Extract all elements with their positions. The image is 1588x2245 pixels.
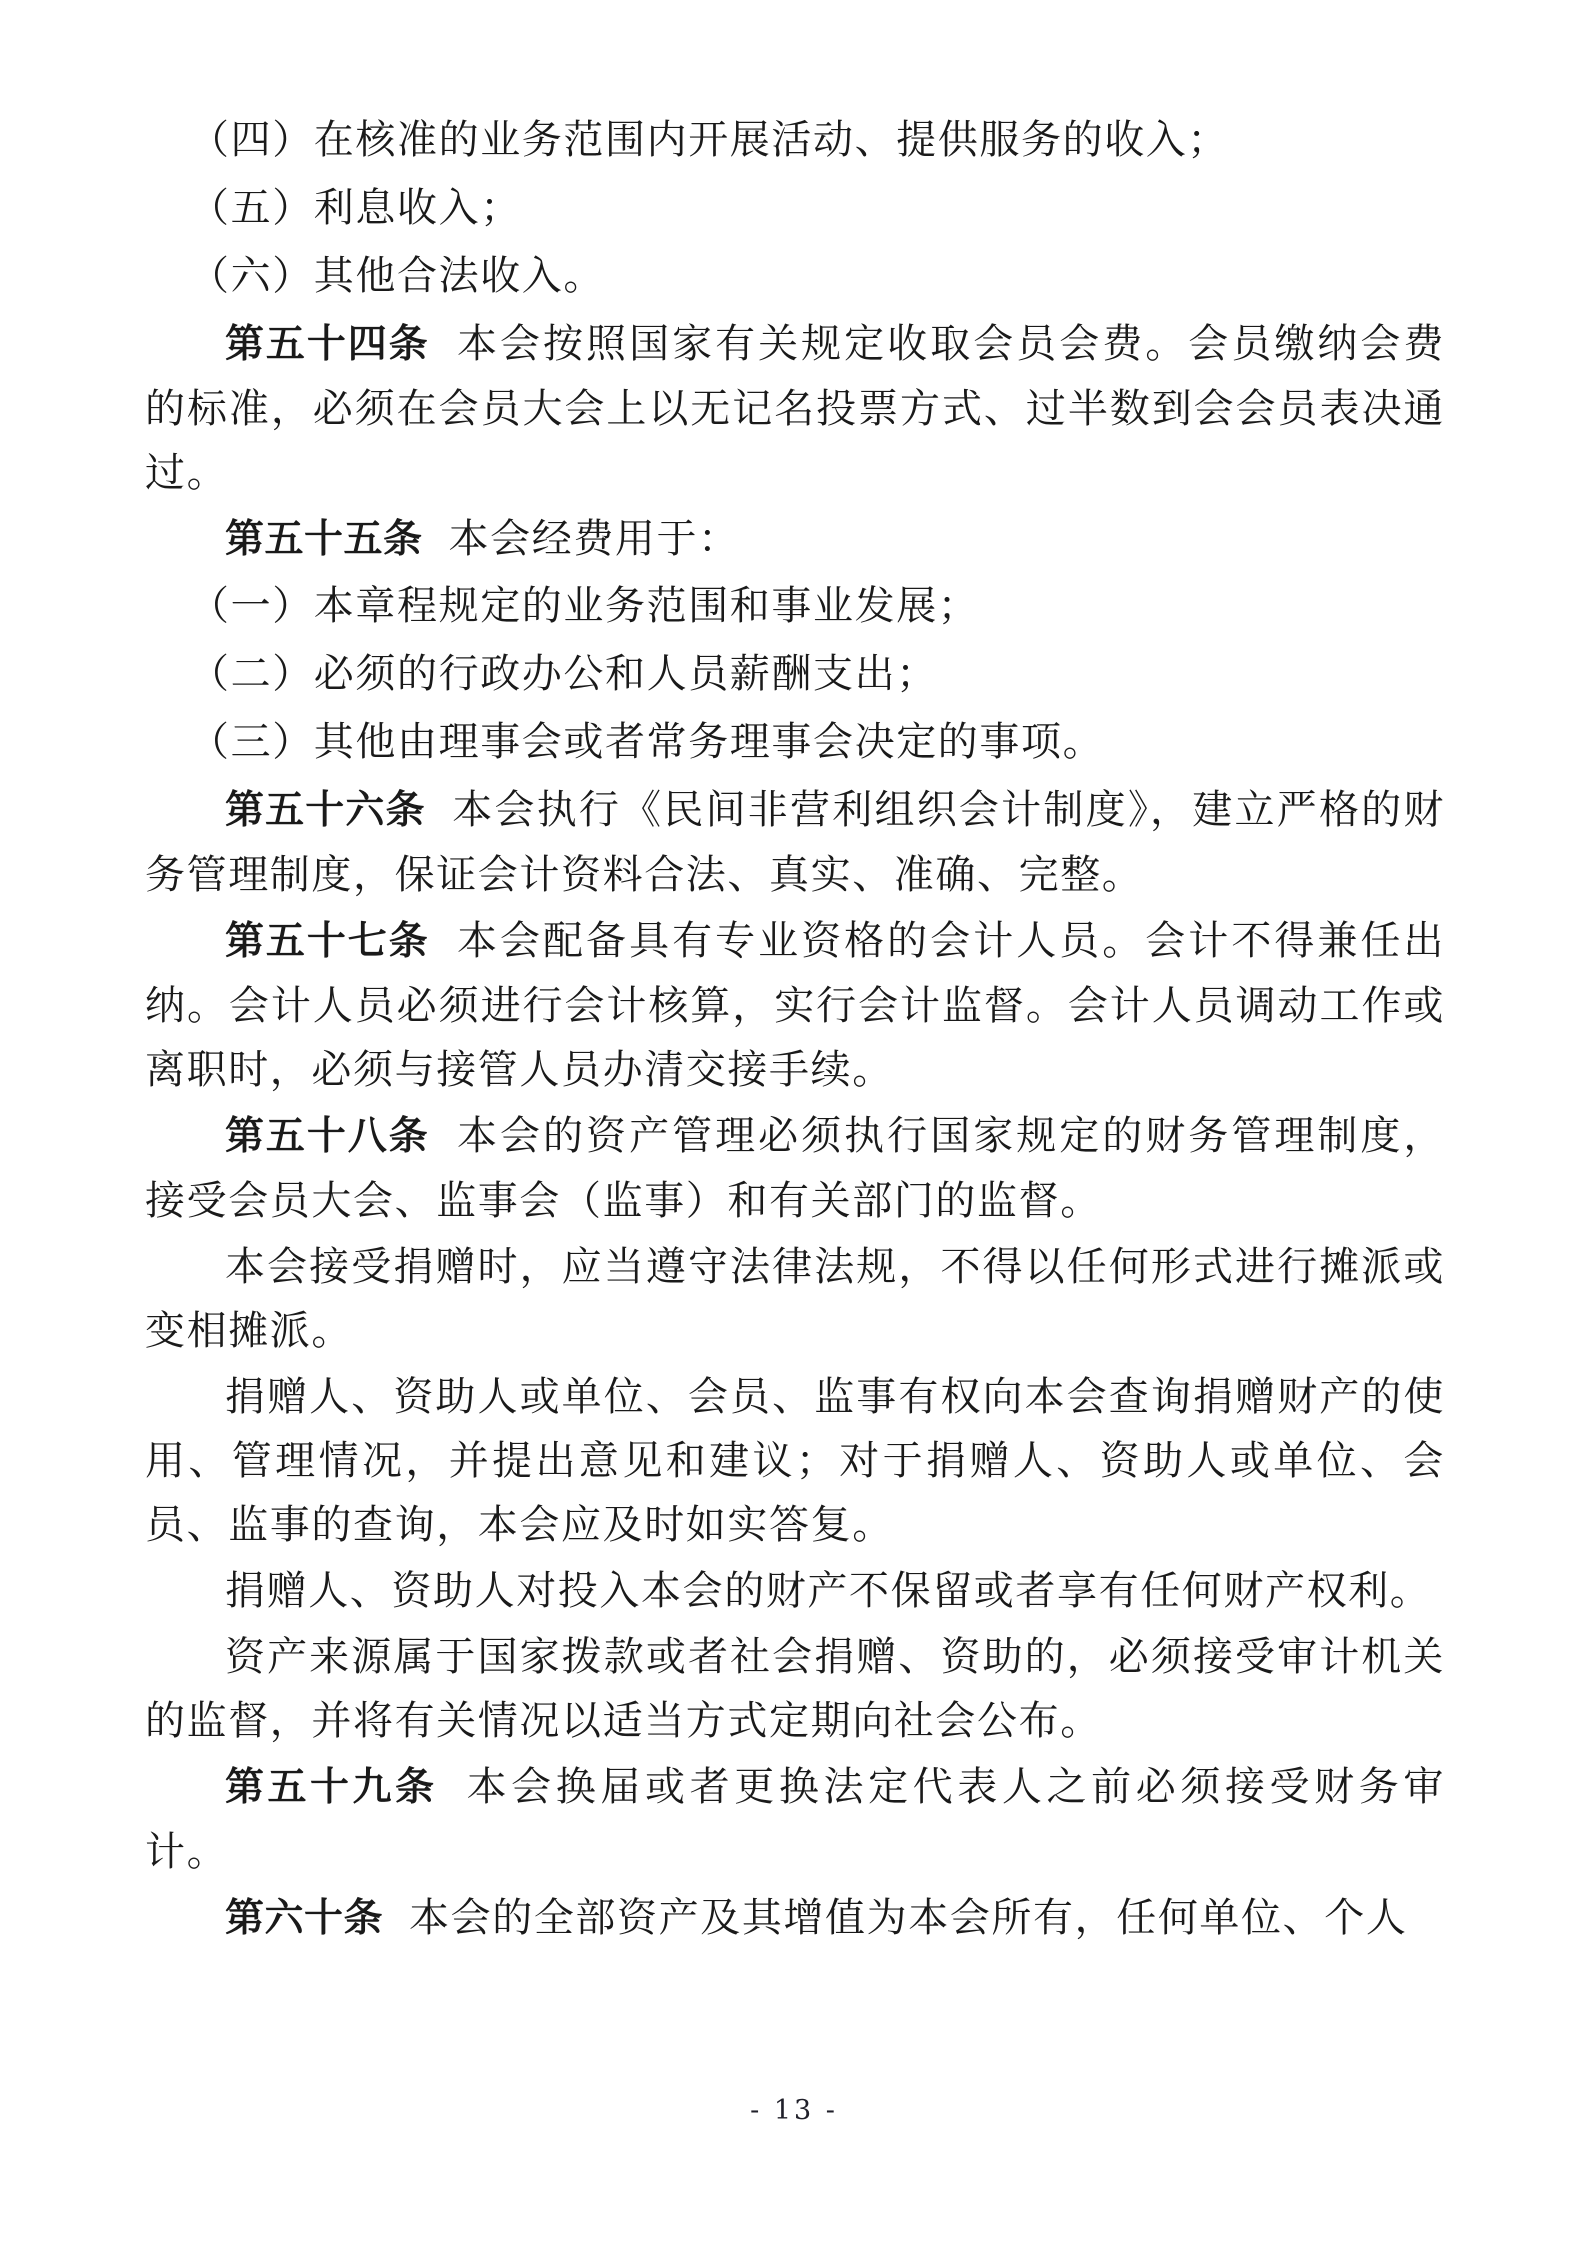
article-text: 本会配备具有专业资格的会计人员。会计不得兼任出纳。会计人员必须进行会计核算，实行会计监督。会计人员调动工作或离职时，必须与接管人员办清交接手续。 xyxy=(145,918,1445,1093)
list-item: （五）利息收入； xyxy=(189,185,522,231)
article-heading: 第五十七条 xyxy=(225,919,430,964)
article-paragraph xyxy=(145,507,1445,572)
body-paragraph: 资产来源属于国家拨款或者社会捐赠、资助的，必须接受审计机关的监督，并将有关情况以适当方式定期向社会公布。 xyxy=(145,1634,1445,1744)
article-text: 本会经费用于： xyxy=(448,516,740,562)
article-heading: 第五十九条 xyxy=(225,1765,438,1810)
body-paragraph: 捐赠人、资助人对投入本会的财产不保留或者享有任何财产权利。 xyxy=(225,1568,1432,1614)
list-item: （二）必须的行政办公和人员薪酬支出； xyxy=(189,651,938,697)
article-text: 本会执行《民间非营利组织会计制度》，建立严格的财务管理制度，保证会计资料合法、真实、准确、完整。 xyxy=(145,787,1445,898)
article-heading: 第五十八条 xyxy=(225,1114,430,1159)
body-paragraph: 本会接受捐赠时，应当遵守法律法规，不得以任何形式进行摊派或变相摊派。 xyxy=(145,1244,1445,1354)
article-text: 本会的资产管理必须执行国家规定的财务管理制度，接受会员大会、监事会（监事）和有关部门的监督。 xyxy=(145,1113,1445,1224)
list-item: （六）其他合法收入。 xyxy=(189,253,605,299)
article-paragraph xyxy=(145,1886,1445,1951)
article-heading: 第五十五条 xyxy=(225,517,423,562)
article-text: 本会按照国家有关规定收取会员会费。会员缴纳会费的标准，必须在会员大会上以无记名投票方式、过半数到会会员表决通过。 xyxy=(145,321,1445,496)
body-paragraph: 捐赠人、资助人或单位、会员、监事有权向本会查询捐赠财产的使用、管理情况，并提出意见和建议；对于捐赠人、资助人或单位、会员、监事的查询，本会应及时如实答复。 xyxy=(145,1374,1445,1548)
article-heading: 第五十六条 xyxy=(225,788,426,833)
list-item: （一）本章程规定的业务范围和事业发展； xyxy=(189,583,980,629)
article-text: 本会的全部资产及其增值为本会所有，任何单位、个人 xyxy=(409,1895,1408,1941)
list-item: （三）其他由理事会或者常务理事会决定的事项。 xyxy=(189,719,1105,765)
article-text: 本会换届或者更换法定代表人之前必须接受财务审计。 xyxy=(145,1764,1445,1875)
article-paragraph xyxy=(145,778,1445,907)
article-paragraph xyxy=(145,312,1445,505)
article-paragraph xyxy=(145,1104,1445,1233)
document-body xyxy=(145,108,1445,1953)
article-heading: 第六十条 xyxy=(225,1896,384,1941)
article-paragraph xyxy=(145,909,1445,1102)
article-heading: 第五十四条 xyxy=(225,322,430,367)
list-item: （四）在核准的业务范围内开展活动、提供服务的收入； xyxy=(189,117,1229,163)
article-paragraph xyxy=(145,1755,1445,1884)
page-number: - 13 - xyxy=(750,2095,838,2126)
